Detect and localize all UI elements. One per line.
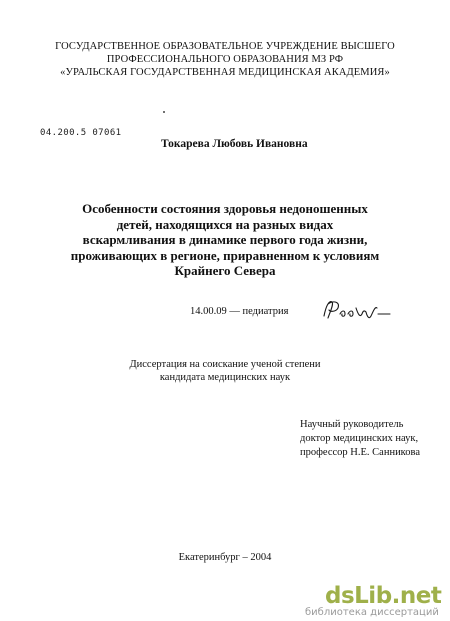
institution-header [0, 40, 450, 79]
stamp-number: 04.200.5 07061 [40, 128, 122, 138]
scan-speck [163, 111, 165, 113]
institution-line-2: ПРОФЕССИОНАЛЬНОГО ОБРАЗОВАНИЯ МЗ РФ [106, 54, 344, 65]
dissertation-title [0, 201, 450, 279]
degree-line-2: кандидата медицинских наук [159, 372, 291, 383]
dslib-caption: библиотека диссертаций [305, 607, 439, 618]
handwritten-signature [320, 296, 392, 324]
degree-line-1: Диссертация на соискание ученой степени [129, 359, 321, 370]
title-line: проживающих в регионе, приравненном к условиям [70, 247, 380, 263]
supervisor-line-2: доктор медицинских наук, [300, 433, 419, 444]
supervisor-line-1: Научный руководитель [300, 419, 404, 430]
specialty-code: 14.00.09 — педиатрия [190, 306, 289, 317]
title-line: Особенности состояния здоровья недоношенных [82, 201, 368, 216]
supervisor-line-3: профессор Н.Е. Санникова [300, 447, 420, 458]
degree-statement [0, 358, 450, 384]
city-year: Екатеринбург – 2004 [178, 552, 272, 563]
institution-line-3: «УРАЛЬСКАЯ ГОСУДАРСТВЕННАЯ МЕДИЦИНСКАЯ АКАДЕМИЯ» [60, 67, 390, 78]
supervisor-block [300, 418, 420, 460]
title-line: детей, находящихся на разных видах [116, 216, 334, 232]
institution-line-1: ГОСУДАРСТВЕННОЕ ОБРАЗОВАТЕЛЬНОЕ УЧРЕЖДЕНИЕ ВЫСШЕГО [55, 41, 395, 52]
title-line: Крайнего Севера [174, 263, 276, 278]
dslib-logo: dsLib.net [325, 583, 442, 609]
author-name: Токарева Любовь Ивановна [161, 138, 308, 150]
title-line: вскармливания в динамике первого года жизни, [82, 232, 368, 247]
